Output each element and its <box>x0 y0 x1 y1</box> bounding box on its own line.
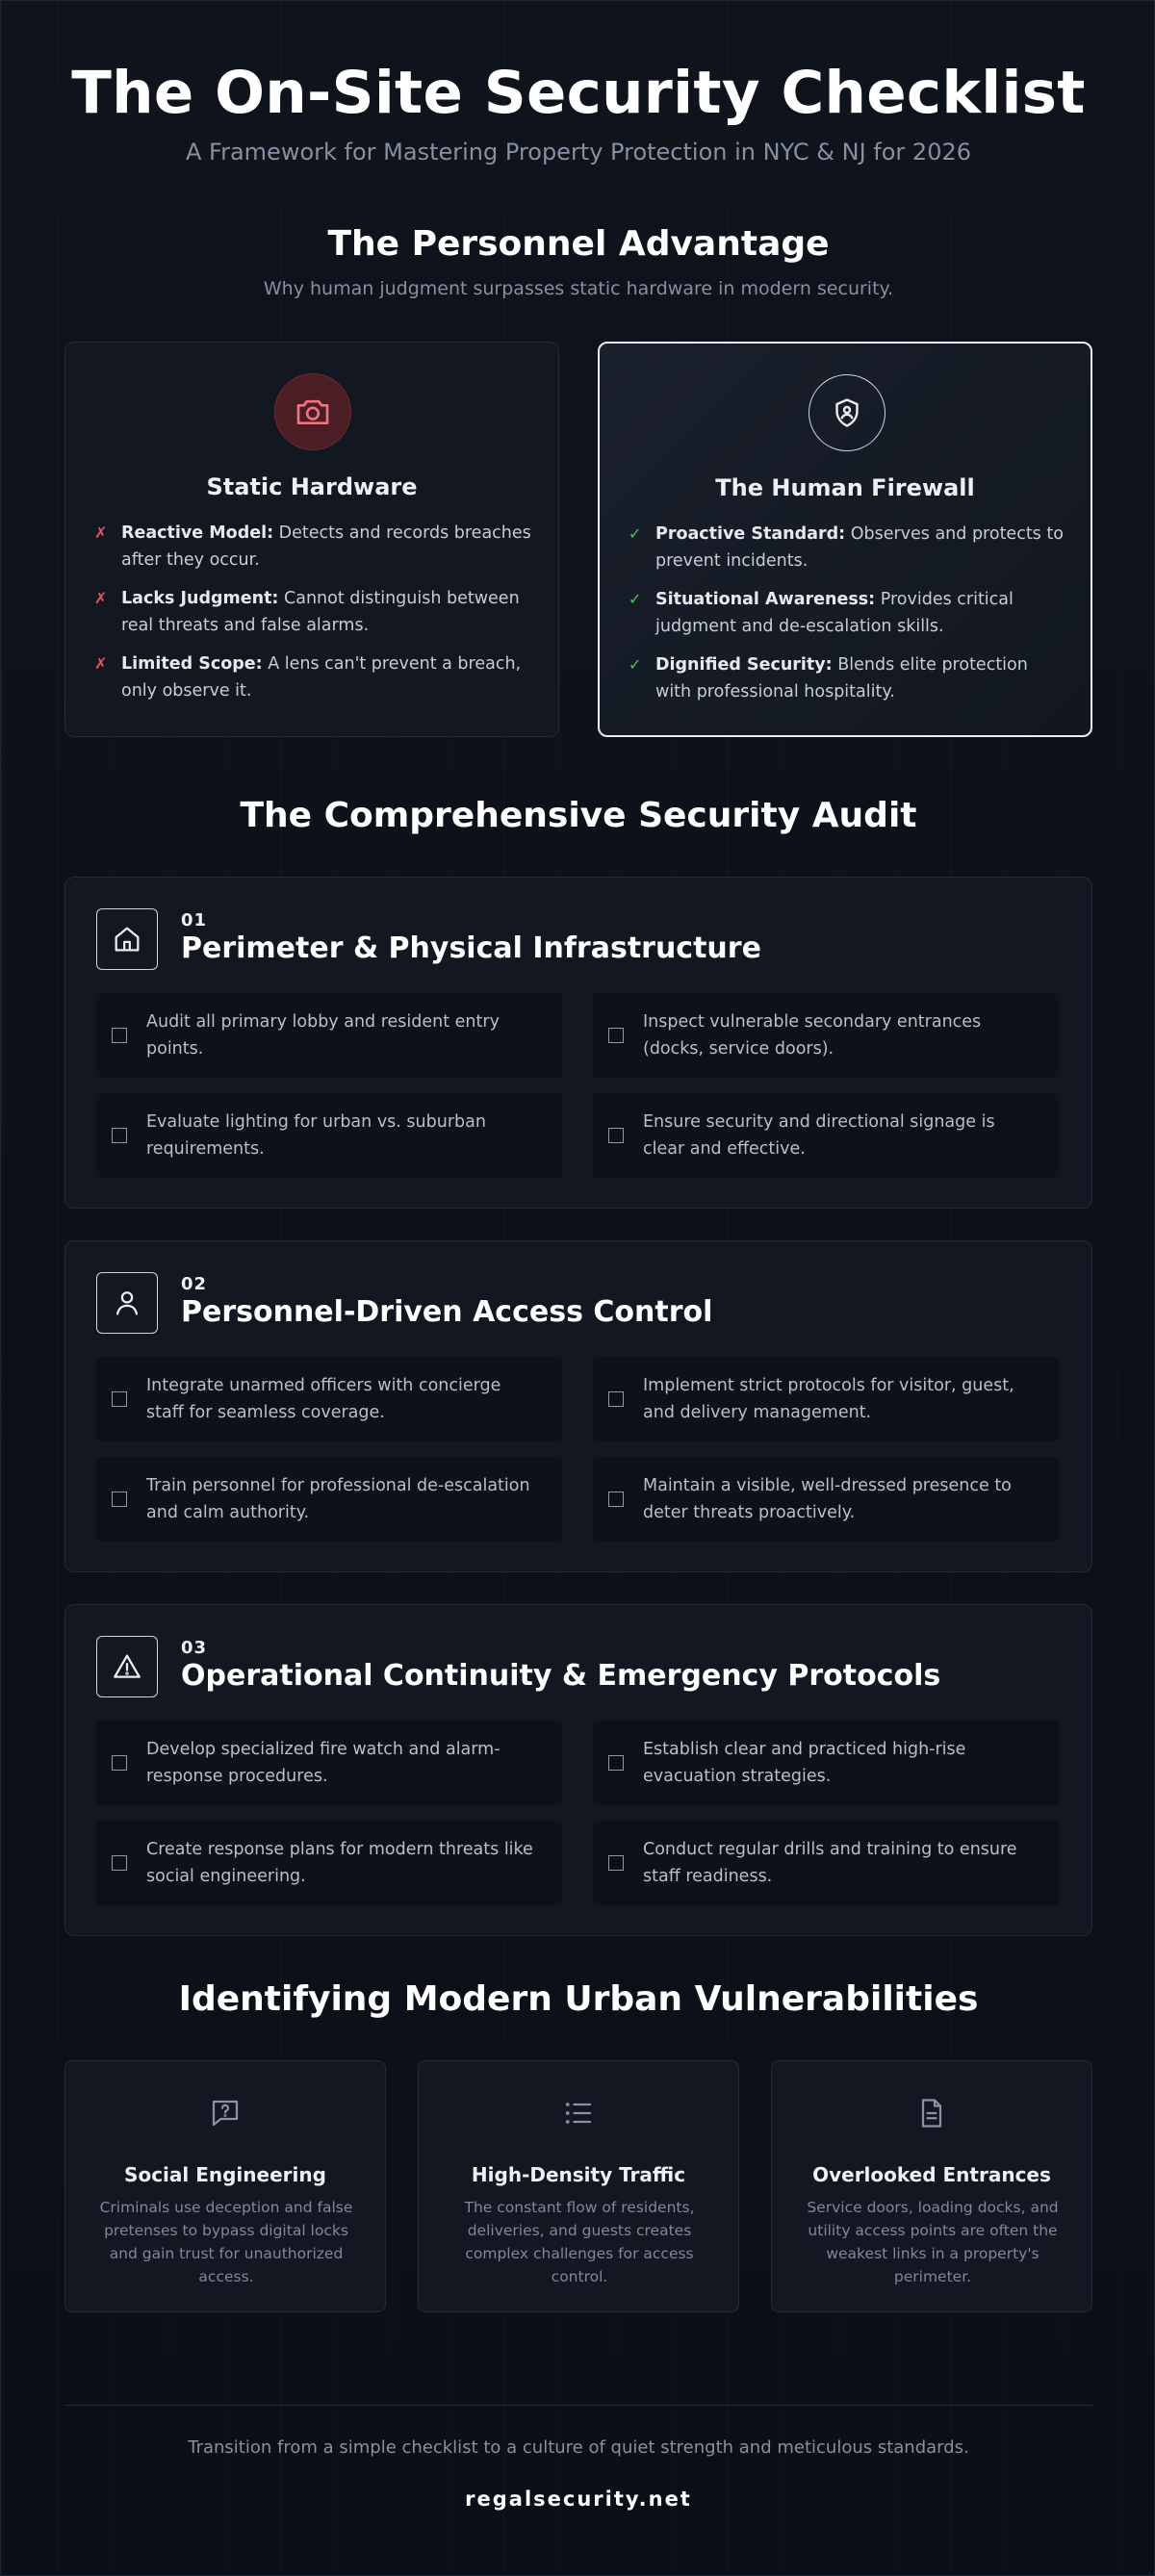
card-description: Service doors, loading docks, and utility access points are often the weakest links in a property's perimeter. <box>807 2199 1059 2285</box>
checkbox[interactable] <box>608 1391 624 1407</box>
page-subtitle: A Framework for Mastering Property Protection in NYC & NJ for 2026 <box>186 139 971 166</box>
checklist-item[interactable] <box>96 1357 562 1441</box>
section-number: 02 <box>181 1274 208 1294</box>
item-text: Detects and records breaches after they occur. <box>121 523 531 570</box>
card-description: Criminals use deception and false pretenses to bypass digital locks and gain trust for unauthorized access. <box>99 2199 353 2285</box>
checklist-item[interactable] <box>96 1821 562 1905</box>
static-hardware-card <box>64 342 559 737</box>
card-description: The constant flow of residents, deliveries, and guests creates complex challenges for access control. <box>464 2199 695 2285</box>
home-icon <box>96 908 158 970</box>
audit-section-emergency <box>64 1604 1092 1936</box>
checklist-item[interactable] <box>593 1721 1059 1805</box>
camera-icon <box>274 373 351 450</box>
message-question-icon <box>65 2096 385 2130</box>
cross-icon: ✗ <box>94 523 108 542</box>
list-icon <box>419 2096 738 2130</box>
checklist-item[interactable] <box>593 993 1059 1078</box>
list-item <box>94 650 533 704</box>
checklist-item-text: Establish clear and practiced high-rise evacuation strategies. <box>643 1740 966 1786</box>
user-icon <box>96 1272 158 1334</box>
checklist-item-text: Implement strict protocols for visitor, guest, and delivery management. <box>643 1376 1014 1422</box>
item-text: A lens can't prevent a breach, only observe it. <box>121 654 522 701</box>
personnel-subtitle: Why human judgment surpasses static hardware in modern security. <box>263 278 894 299</box>
section-title: Operational Continuity & Emergency Protocols <box>181 1659 941 1693</box>
item-text: Blends elite protection with professional hospitality. <box>655 655 1028 701</box>
item-text: Cannot distinguish between real threats and false alarms. <box>121 589 520 635</box>
item-label: Dignified Security: <box>655 655 833 675</box>
list-item <box>629 521 1067 574</box>
checklist-item[interactable] <box>96 1093 562 1178</box>
item-label: Limited Scope: <box>121 654 263 674</box>
audit-title: The Comprehensive Security Audit <box>240 796 917 835</box>
audit-section-access-control <box>64 1240 1092 1572</box>
checkbox[interactable] <box>608 1492 624 1507</box>
check-icon: ✓ <box>629 524 642 543</box>
checklist-item[interactable] <box>593 1093 1059 1178</box>
section-title: Personnel-Driven Access Control <box>181 1295 713 1329</box>
human-firewall-title: The Human Firewall <box>715 474 975 501</box>
item-label: Situational Awareness: <box>655 590 876 609</box>
checkbox[interactable] <box>112 1391 127 1407</box>
vulnerability-card-overlooked-entrances <box>771 2060 1092 2312</box>
checklist-item[interactable] <box>96 1721 562 1805</box>
item-label: Proactive Standard: <box>655 524 846 544</box>
page-title: The On-Site Security Checklist <box>71 59 1086 127</box>
checklist-item-text: Conduct regular drills and training to ensure staff readiness. <box>643 1840 1017 1886</box>
checklist-item[interactable] <box>593 1821 1059 1905</box>
static-hardware-title: Static Hardware <box>206 473 418 500</box>
list-item <box>629 651 1067 705</box>
cross-icon: ✗ <box>94 654 108 673</box>
human-firewall-card <box>598 342 1092 737</box>
item-label: Reactive Model: <box>121 523 274 543</box>
vulnerability-card-social-engineering <box>64 2060 386 2312</box>
checkbox[interactable] <box>608 1855 624 1871</box>
card-title: Overlooked Entrances <box>812 2163 1051 2186</box>
checklist-item-text: Evaluate lighting for urban vs. suburban requirements. <box>146 1112 486 1159</box>
human-firewall-list <box>629 521 1067 717</box>
list-item <box>629 586 1067 640</box>
checklist-item-text: Create response plans for modern threats like social engineering. <box>146 1840 533 1886</box>
audit-section-perimeter <box>64 877 1092 1209</box>
item-text: Provides critical judgment and de-escalation skills. <box>655 590 1014 636</box>
item-label: Lacks Judgment: <box>121 589 279 608</box>
list-item <box>94 585 533 639</box>
website-link[interactable]: regalsecurity.net <box>465 2487 692 2511</box>
warning-triangle-icon <box>96 1636 158 1697</box>
checklist-item-text: Train personnel for professional de-escalation and calm authority. <box>146 1476 530 1522</box>
checkbox[interactable] <box>112 1755 127 1771</box>
checklist-item-text: Integrate unarmed officers with concierge staff for seamless coverage. <box>146 1376 501 1422</box>
shield-user-icon <box>808 374 886 451</box>
checkbox[interactable] <box>112 1128 127 1143</box>
list-item <box>94 520 533 574</box>
checkbox[interactable] <box>112 1855 127 1871</box>
check-icon: ✓ <box>629 655 642 674</box>
footer-tagline: Transition from a simple checklist to a culture of quiet strength and meticulous standards. <box>188 2437 969 2458</box>
vulnerability-card-high-density <box>418 2060 739 2312</box>
checkbox[interactable] <box>112 1028 127 1043</box>
item-text: Observes and protects to prevent incidents. <box>655 524 1064 571</box>
footer-divider <box>64 2405 1092 2406</box>
card-title: High-Density Traffic <box>471 2163 686 2186</box>
checklist-item-text: Audit all primary lobby and resident entry points. <box>146 1012 500 1058</box>
cross-icon: ✗ <box>94 589 108 607</box>
personnel-title: The Personnel Advantage <box>327 224 830 264</box>
checklist-item[interactable] <box>96 993 562 1078</box>
check-icon: ✓ <box>629 590 642 608</box>
section-number: 03 <box>181 1638 208 1658</box>
checkbox[interactable] <box>608 1755 624 1771</box>
checklist-item[interactable] <box>593 1457 1059 1542</box>
vulnerabilities-title: Identifying Modern Urban Vulnerabilities <box>178 1979 979 2019</box>
static-hardware-list <box>94 520 533 716</box>
checklist-item[interactable] <box>593 1357 1059 1441</box>
checkbox[interactable] <box>608 1028 624 1043</box>
checklist-item-text: Inspect vulnerable secondary entrances (docks, service doors). <box>643 1012 982 1058</box>
checklist-item[interactable] <box>96 1457 562 1542</box>
section-title: Perimeter & Physical Infrastructure <box>181 931 761 965</box>
checklist-item-text: Ensure security and directional signage is clear and effective. <box>643 1112 995 1159</box>
checklist-item-text: Develop specialized fire watch and alarm-response procedures. <box>146 1740 500 1786</box>
checkbox[interactable] <box>112 1492 127 1507</box>
card-title: Social Engineering <box>124 2163 326 2186</box>
checklist-item-text: Maintain a visible, well-dressed presence to deter threats proactively. <box>643 1476 1012 1522</box>
section-number: 01 <box>181 910 208 931</box>
checkbox[interactable] <box>608 1128 624 1143</box>
file-icon <box>772 2096 1091 2130</box>
